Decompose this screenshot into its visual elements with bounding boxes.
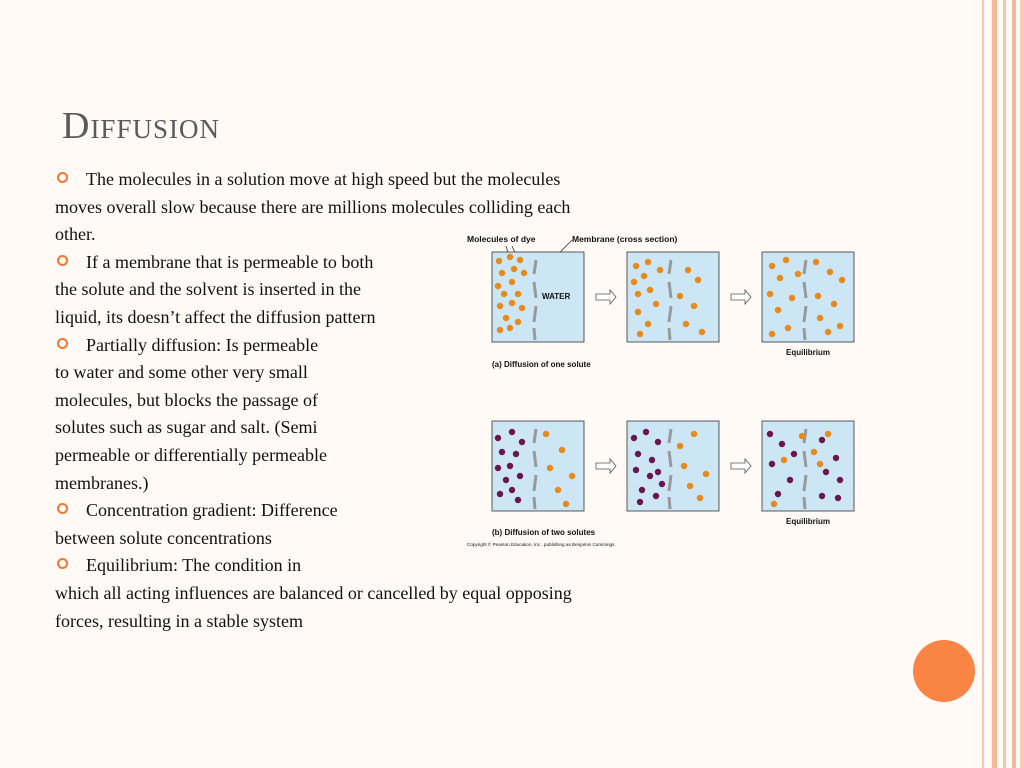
membrane-segment bbox=[669, 306, 671, 322]
frame-line-1 bbox=[982, 0, 984, 768]
dye-molecule bbox=[677, 443, 683, 449]
equilibrium-label-a: Equilibrium bbox=[786, 348, 830, 357]
dye-molecule bbox=[687, 483, 693, 489]
dye-molecule bbox=[839, 277, 845, 283]
frame-line-5 bbox=[1020, 0, 1024, 768]
solute-molecule bbox=[655, 439, 661, 445]
dye-molecule bbox=[543, 431, 549, 437]
label-molecules-of-dye: Molecules of dye bbox=[467, 234, 536, 244]
text-line bbox=[55, 194, 735, 222]
dye-molecule bbox=[795, 271, 801, 277]
membrane-segment bbox=[804, 260, 806, 274]
dye-molecule bbox=[657, 267, 663, 273]
dye-molecule bbox=[775, 307, 781, 313]
solute-molecule bbox=[637, 499, 643, 505]
solute-molecule bbox=[775, 491, 781, 497]
dye-molecule bbox=[697, 495, 703, 501]
line-text: between solute concentrations bbox=[55, 527, 272, 548]
membrane-segment bbox=[804, 328, 805, 340]
membrane-segment bbox=[804, 475, 806, 491]
dye-molecule bbox=[789, 295, 795, 301]
dye-molecule bbox=[635, 291, 641, 297]
solute-molecule bbox=[509, 429, 515, 435]
dye-molecule bbox=[781, 457, 787, 463]
line-text: to water and some other very small bbox=[55, 362, 308, 383]
bullet-circle-icon bbox=[57, 558, 68, 569]
dye-molecule bbox=[769, 263, 775, 269]
dye-molecule bbox=[831, 301, 837, 307]
dye-molecule bbox=[837, 323, 843, 329]
line-text: forces, resulting in a stable system bbox=[55, 610, 303, 631]
dye-molecule bbox=[695, 277, 701, 283]
membrane-segment bbox=[669, 451, 671, 467]
frame-line-4 bbox=[1012, 0, 1016, 768]
solute-molecule bbox=[823, 469, 829, 475]
solute-molecule bbox=[519, 439, 525, 445]
dye-molecule bbox=[507, 325, 513, 331]
membrane-segment bbox=[669, 260, 671, 274]
dye-molecule bbox=[645, 259, 651, 265]
solute-molecule bbox=[837, 477, 843, 483]
dye-molecule bbox=[769, 331, 775, 337]
solute-molecule bbox=[497, 491, 503, 497]
dye-molecule bbox=[499, 270, 505, 276]
bullet-circle-icon bbox=[57, 503, 68, 514]
solute-molecule bbox=[649, 457, 655, 463]
label-water: WATER bbox=[542, 292, 571, 301]
dye-molecule bbox=[637, 331, 643, 337]
line-text: liquid, its doesn’t affect the diffusion pattern bbox=[55, 306, 376, 327]
solute-molecule bbox=[515, 497, 521, 503]
solute-molecule bbox=[513, 451, 519, 457]
caption-a: (a) Diffusion of one solute bbox=[492, 360, 591, 369]
membrane-segment bbox=[534, 429, 536, 443]
solute-molecule bbox=[819, 437, 825, 443]
dye-molecule bbox=[555, 487, 561, 493]
text-line bbox=[55, 580, 735, 608]
dye-molecule bbox=[507, 254, 513, 260]
solute-molecule bbox=[503, 477, 509, 483]
solute-molecule bbox=[787, 477, 793, 483]
dye-molecule bbox=[569, 473, 575, 479]
bullet-circle-icon bbox=[57, 255, 68, 266]
frame-line-2 bbox=[992, 0, 997, 768]
dye-molecule bbox=[647, 287, 653, 293]
dye-molecule bbox=[703, 471, 709, 477]
dye-molecule bbox=[813, 259, 819, 265]
line-text: Concentration gradient: Difference bbox=[86, 500, 338, 521]
dye-molecule bbox=[497, 327, 503, 333]
line-text: permeable or differentially permeable bbox=[55, 444, 328, 465]
arrow-right-icon bbox=[731, 290, 751, 304]
dye-molecule bbox=[827, 269, 833, 275]
solute-molecule bbox=[659, 481, 665, 487]
dye-molecule bbox=[785, 325, 791, 331]
solute-molecule bbox=[833, 455, 839, 461]
dye-molecule bbox=[799, 433, 805, 439]
bullet-line bbox=[55, 166, 735, 194]
dye-molecule bbox=[815, 293, 821, 299]
caption-b: (b) Diffusion of two solutes bbox=[492, 528, 596, 537]
membrane-segment bbox=[534, 475, 536, 491]
line-text: If a membrane that is permeable to both bbox=[86, 251, 374, 272]
copyright-note: Copyright © Pearson Education, Inc., publishing as Benjamin Cummings. bbox=[467, 542, 616, 547]
dye-molecule bbox=[691, 431, 697, 437]
dye-molecule bbox=[497, 303, 503, 309]
arrow-right-icon bbox=[596, 290, 616, 304]
membrane-segment bbox=[534, 282, 536, 298]
dye-molecule bbox=[681, 463, 687, 469]
dye-molecule bbox=[515, 319, 521, 325]
solute-molecule bbox=[499, 449, 505, 455]
dye-molecule bbox=[783, 257, 789, 263]
dye-molecule bbox=[519, 305, 525, 311]
line-text: membranes.) bbox=[55, 472, 149, 493]
solute-molecule bbox=[769, 461, 775, 467]
membrane-segment bbox=[804, 306, 806, 322]
dye-molecule bbox=[685, 267, 691, 273]
label-membrane: Membrane (cross section) bbox=[572, 234, 678, 244]
panel-b-box-2 bbox=[627, 421, 719, 511]
solute-molecule bbox=[835, 495, 841, 501]
dye-molecule bbox=[509, 279, 515, 285]
line-text: solutes such as sugar and salt. (Semi bbox=[55, 417, 318, 438]
dye-molecule bbox=[635, 309, 641, 315]
dye-molecule bbox=[563, 501, 569, 507]
line-text: Equilibrium: The condition in bbox=[86, 555, 302, 576]
membrane-segment bbox=[669, 282, 671, 298]
solute-molecule bbox=[633, 467, 639, 473]
membrane-segment bbox=[669, 328, 670, 340]
membrane-segment bbox=[534, 260, 536, 274]
dye-molecule bbox=[503, 315, 509, 321]
bullet-circle-icon bbox=[57, 338, 68, 349]
solute-molecule bbox=[631, 435, 637, 441]
solute-molecule bbox=[653, 493, 659, 499]
dye-molecule bbox=[509, 300, 515, 306]
solute-molecule bbox=[647, 473, 653, 479]
dye-molecule bbox=[653, 301, 659, 307]
dye-molecule bbox=[825, 329, 831, 335]
solute-molecule bbox=[639, 487, 645, 493]
dye-molecule bbox=[559, 447, 565, 453]
solute-molecule bbox=[779, 441, 785, 447]
solute-molecule bbox=[517, 473, 523, 479]
dye-molecule bbox=[631, 279, 637, 285]
panel-b-box-1 bbox=[492, 421, 584, 511]
dye-molecule bbox=[645, 321, 651, 327]
dye-molecule bbox=[699, 329, 705, 335]
line-text: the solute and the solvent is inserted in the bbox=[55, 279, 361, 300]
text-line bbox=[55, 608, 735, 636]
membrane-segment bbox=[534, 497, 535, 509]
membrane-segment bbox=[804, 451, 806, 467]
panel-a-box-2 bbox=[627, 252, 719, 342]
solute-molecule bbox=[635, 451, 641, 457]
dye-molecule bbox=[633, 263, 639, 269]
membrane-segment bbox=[534, 328, 535, 340]
dye-molecule bbox=[515, 291, 521, 297]
dye-molecule bbox=[817, 461, 823, 467]
bullet-line bbox=[55, 552, 735, 580]
solute-molecule bbox=[507, 463, 513, 469]
frame-line-3 bbox=[1003, 0, 1006, 768]
dye-molecule bbox=[777, 275, 783, 281]
arrow-right-icon bbox=[731, 459, 751, 473]
dye-molecule bbox=[767, 291, 773, 297]
equilibrium-label-b: Equilibrium bbox=[786, 517, 830, 526]
dye-molecule bbox=[495, 283, 501, 289]
dye-molecule bbox=[496, 258, 502, 264]
line-text: which all acting influences are balanced or cancelled by equal opposing bbox=[55, 582, 572, 603]
dye-molecule bbox=[817, 315, 823, 321]
line-text: moves overall slow because there are millions molecules colliding each bbox=[55, 196, 571, 217]
dye-molecule bbox=[511, 266, 517, 272]
line-text: other. bbox=[55, 224, 96, 245]
solute-molecule bbox=[791, 451, 797, 457]
dye-molecule bbox=[501, 291, 507, 297]
membrane-segment bbox=[534, 306, 536, 322]
diffusion-figure bbox=[462, 228, 862, 554]
dye-molecule bbox=[771, 501, 777, 507]
solute-molecule bbox=[655, 469, 661, 475]
solute-molecule bbox=[819, 493, 825, 499]
arrow-right-icon bbox=[596, 459, 616, 473]
solute-molecule bbox=[509, 487, 515, 493]
membrane-segment bbox=[669, 497, 670, 509]
bullet-circle-icon bbox=[57, 172, 68, 183]
line-text: Partially diffusion: Is permeable bbox=[86, 334, 319, 355]
line-text: molecules, but blocks the passage of bbox=[55, 389, 318, 410]
decorative-circle bbox=[913, 640, 975, 702]
dye-molecule bbox=[677, 293, 683, 299]
dye-molecule bbox=[683, 321, 689, 327]
dye-molecule bbox=[811, 449, 817, 455]
line-text: The molecules in a solution move at high speed but the molecules bbox=[86, 169, 561, 189]
membrane-segment bbox=[669, 429, 671, 443]
membrane-segment bbox=[669, 475, 671, 491]
solute-molecule bbox=[495, 465, 501, 471]
slide-title: Diffusion bbox=[62, 105, 220, 147]
solute-molecule bbox=[767, 431, 773, 437]
solute-molecule bbox=[495, 435, 501, 441]
dye-molecule bbox=[517, 257, 523, 263]
dye-molecule bbox=[641, 273, 647, 279]
membrane-segment bbox=[804, 282, 806, 298]
membrane-segment bbox=[534, 451, 536, 467]
dye-molecule bbox=[825, 431, 831, 437]
dye-molecule bbox=[547, 465, 553, 471]
dye-molecule bbox=[521, 270, 527, 276]
membrane-segment bbox=[804, 497, 805, 509]
dye-molecule bbox=[691, 303, 697, 309]
solute-molecule bbox=[643, 429, 649, 435]
